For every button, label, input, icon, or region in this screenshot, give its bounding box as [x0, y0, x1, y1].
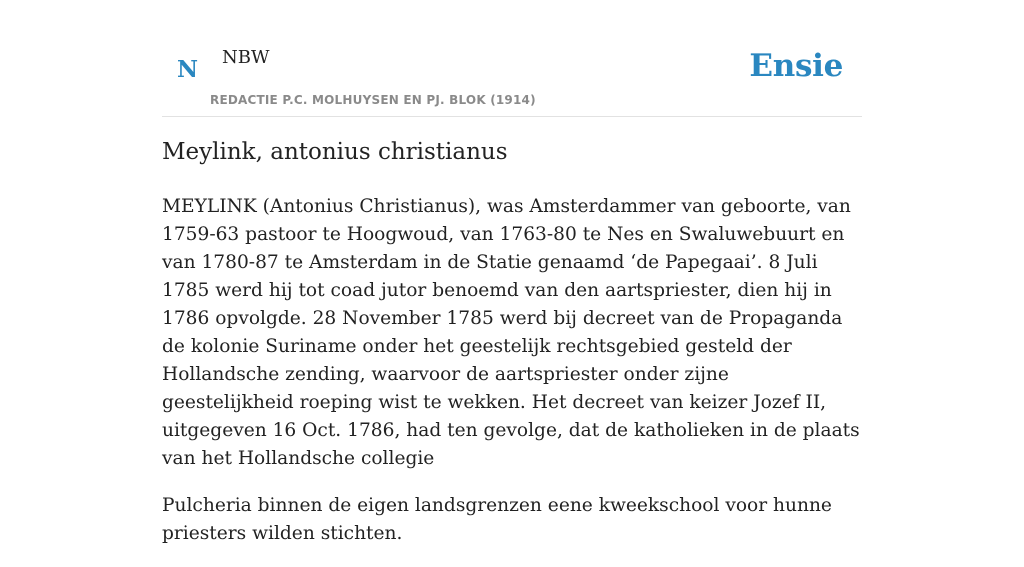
source-editors: REDACTIE P.C. MOLHUYSEN EN PJ. BLOK (1914)	[210, 93, 536, 107]
source-logo: N	[177, 56, 199, 83]
article-paragraph: Pulcheria binnen de eigen landsgrenzen eene kweekschool voor hunne priesters wilden stichten.	[162, 495, 832, 544]
article-title: Meylink, antonius christianus	[162, 139, 508, 165]
source-name[interactable]: NBW	[222, 47, 270, 68]
source-header	[162, 0, 862, 117]
article-body	[162, 193, 864, 567]
article-paragraph: MEYLINK (Antonius Christianus), was Amsterdammer van geboorte, van 1759-63 pastoor te Hoogwoud, van 1763-80 te Nes en Swaluwebuurt en van 1780-87 te Amsterdam in de Statie genaamd ‘de Papegaai’. 8 Juli 1785 werd hij tot coad jutor benoemd van den aartspriester, dien hij in 1786 opvolgde. 28 November 1785 werd bij decreet van de Propaganda de kolonie Suriname onder het geestelijk rechtsgebied gesteld der Hollandsche zending, waarvoor de aartspriester onder zijne geestelijkheid roeping wist te wekken. Het decreet van keizer Jozef II, uitgegeven 16 Oct. 1786, had ten gevolge, dat de katholieken in de plaats van het Hollandsche collegie	[162, 196, 860, 469]
brand-logo[interactable]: Ensie	[749, 48, 843, 84]
